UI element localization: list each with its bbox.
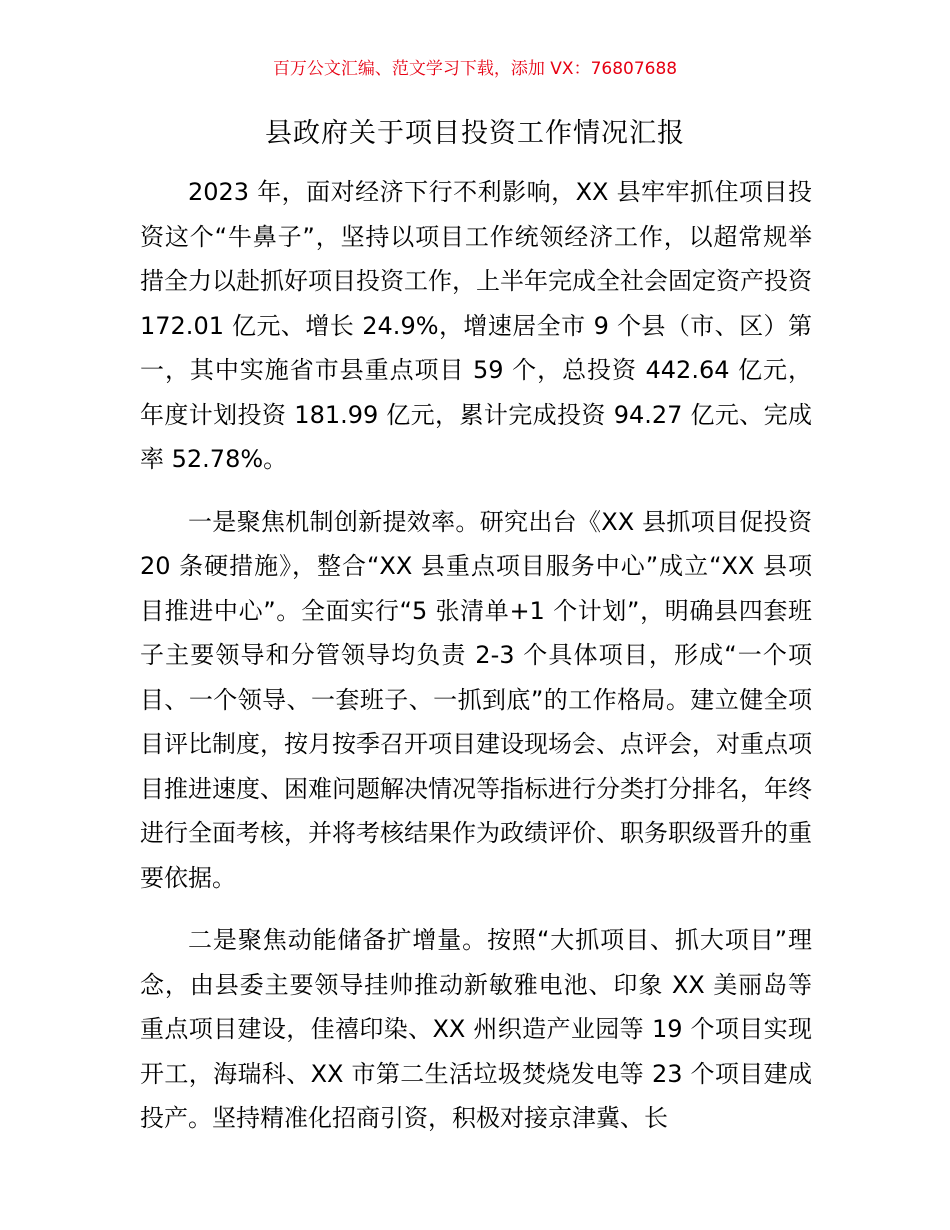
paragraph-intro: 2023 年，面对经济下行不利影响，XX 县牢牢抓住项目投资这个“牛鼻子”，坚持以项目工作统领经济工作，以超常规举措全力以赴抓好项目投资工作，上半年完成全社会固定资产投资 172.01 亿元、增长 24.9%，增速居全市 9 个县（市、区）第一，其中实施省市县重点项目 59 个，总投资 442.64 亿元，年度计划投资 181.99 亿元，累计完成投资 94.27 亿元、完成率 52.78%。 (140, 178, 812, 473)
paragraph-mechanism-innovation: 一是聚焦机制创新提效率。研究出台《XX 县抓项目促投资 20 条硬措施》，整合“XX 县重点项目服务中心”成立“XX 县项目推进中心”。全面实行“5 张清单+1 个计划”，明确县四套班子主要领导和分管领导均负责 2-3 个具体项目，形成“一个项目、一个领导、一套班子、一抓到底”的工作格局。建立健全项目评比制度，按月按季召开项目建设现场会、点评会，对重点项目推进速度、困难问题解决情况等指标进行分类打分排名，年终进行全面考核，并将考核结果作为政绩评价、职务职级晋升的重要依据。 (140, 507, 812, 892)
document-body (140, 170, 812, 1159)
paragraph-momentum-reserve: 二是聚焦动能储备扩增量。按照“大抓项目、抓大项目”理念，由县委主要领导挂帅推动新敏雅电池、印象 XX 美丽岛等重点项目建设，佳禧印染、XX 州织造产业园等 19 个项目实现开工，海瑞科、XX 市第二生活垃圾焚烧发电等 23 个项目建成投产。坚持精准化招商引资，积极对接京津冀、长 (140, 926, 812, 1132)
document-title: 县政府关于项目投资工作情况汇报 (265, 118, 685, 149)
header-watermark-note: 百万公文汇编、范文学习下载，添加 VX：76807688 (272, 59, 678, 79)
